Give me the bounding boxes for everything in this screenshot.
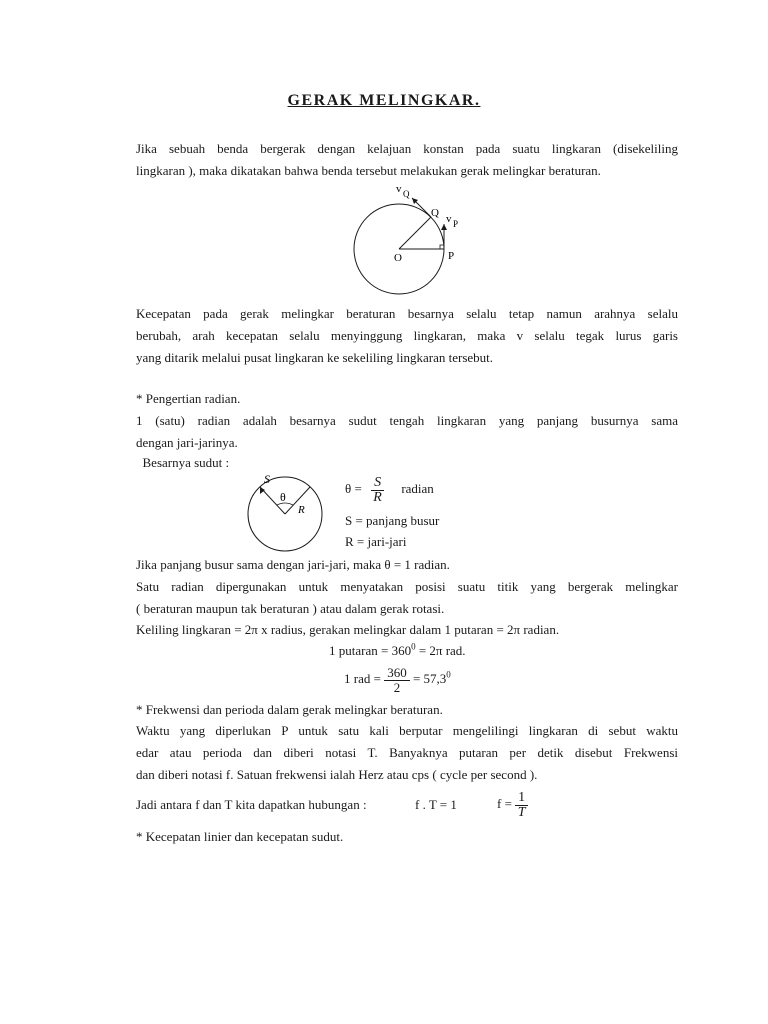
f-lhs: f =: [497, 796, 512, 811]
s-arrowhead: [260, 487, 265, 494]
relation-eq: f . T = 1: [415, 797, 457, 812]
frek-line-1: Waktu yang diperlukan P untuk satu kali berputar mengelilingi lingkaran di sebut waktu: [136, 723, 678, 738]
label-vp-sub: P: [453, 219, 459, 229]
theta-num: S: [371, 476, 384, 491]
def-s: S = panjang busur: [345, 513, 440, 528]
eq-rad-num: 360: [384, 666, 410, 681]
theta-formula: [345, 470, 434, 508]
eq-rad-sup: 0: [446, 669, 451, 680]
sudut-label: Besarnya sudut :: [136, 455, 230, 470]
para3-line-3: ( beraturan maupun tak beraturan ) atau dalam gerak rotasi.: [136, 601, 445, 616]
para2-line-2: berubah, arah kecepatan selalu menyinggung lingkaran, maka v selalu tegak lurus garis: [136, 328, 678, 343]
page-title: GERAK MELINGKAR.: [287, 92, 481, 109]
radian-line-1: 1 (satu) radian adalah besarnya sudut tengah lingkaran yang panjang busurnya sama: [136, 413, 678, 428]
kecepatan-heading: * Kecepatan linier dan kecepatan sudut.: [136, 829, 344, 844]
eq-rad-lhs: 1 rad =: [344, 671, 381, 686]
eq-putaran-sup: 0: [411, 641, 416, 652]
radian-diagram: [240, 470, 340, 560]
label-s: S: [264, 472, 270, 486]
label-vp: v: [446, 213, 452, 225]
eq-rad: [344, 662, 451, 696]
intro-line-1: Jika sebuah benda bergerak dengan kelajuan konstan pada suatu lingkaran (disekeliling: [136, 141, 678, 156]
frek-line-3: dan diberi notasi f. Satuan frekwensi ialah Herz atau cps ( cycle per second ).: [136, 767, 538, 782]
para2-line-3: yang ditarik melalui pusat lingkaran ke sekeliling lingkaran tersebut.: [136, 350, 494, 365]
relation-text: Jadi antara f dan T kita dapatkan hubungan :: [136, 797, 367, 812]
f-num: 1: [515, 791, 528, 806]
para3-line-1: Jika panjang busur sama dengan jari-jari, maka θ = 1 radian.: [136, 557, 450, 572]
label-p: P: [448, 250, 455, 262]
def-r: R = jari-jari: [345, 534, 407, 549]
label-theta: θ: [280, 490, 286, 504]
eq-putaran-left: 1 putaran = 360: [329, 643, 412, 658]
frek-line-2: edar atau perioda dan diberi notasi T. Banyaknya putaran per detik disebut Frekwensi: [136, 745, 678, 760]
intro-line-2: lingkaran ), maka dikatakan bahwa benda tersebut melakukan gerak melingkar beraturan.: [136, 163, 601, 178]
eq-putaran: [329, 640, 466, 662]
label-vq-sub: Q: [403, 189, 410, 199]
label-vq: v: [396, 183, 402, 195]
eq-rad-den: 2: [393, 679, 401, 695]
radian-line-2: dengan jari-jarinya.: [136, 435, 238, 450]
f-formula: [497, 786, 528, 822]
theta-unit: radian: [401, 481, 434, 496]
para2-line-1: Kecepatan pada gerak melingkar beraturan besarnya selalu tetap namun arahnya selalu: [136, 306, 678, 321]
theta-lhs: θ =: [345, 481, 362, 496]
radius-oq: [399, 217, 431, 249]
eq-rad-fraction: [384, 666, 410, 695]
label-r: R: [298, 504, 305, 516]
label-o: O: [394, 252, 402, 264]
label-q: Q: [431, 207, 439, 219]
f-fraction: [515, 791, 528, 820]
radian-heading: * Pengertian radian.: [136, 391, 241, 406]
theta-fraction: [371, 476, 384, 505]
frek-heading: * Frekwensi dan perioda dalam gerak melingkar beraturan.: [136, 702, 443, 717]
eq-rad-rhs: = 57,3: [412, 671, 447, 686]
para3-line-2: Satu radian dipergunakan untuk menyatakan posisi suatu titik yang bergerak melingkar: [136, 579, 678, 594]
eq-putaran-right: = 2π rad.: [415, 643, 466, 658]
circular-motion-diagram: [340, 180, 480, 300]
para3-line-4: Keliling lingkaran = 2π x radius, gerakan melingkar dalam 1 putaran = 2π radian.: [136, 622, 560, 637]
theta-den: R: [373, 489, 382, 505]
f-den: T: [517, 804, 526, 820]
